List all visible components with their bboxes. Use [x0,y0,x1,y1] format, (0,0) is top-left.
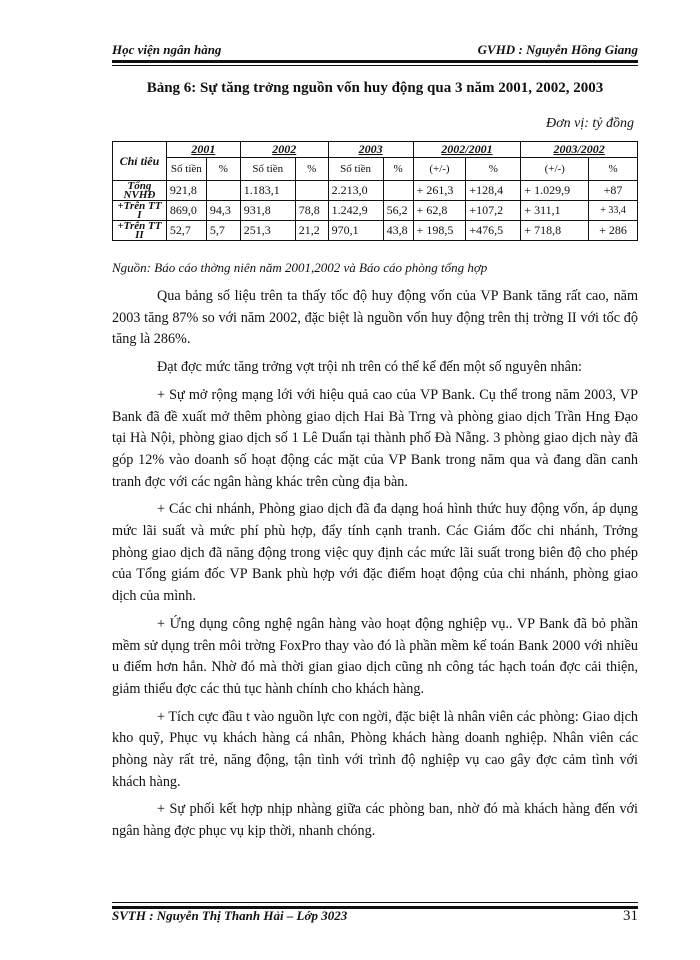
corner-cell: Chỉ tiêu [113,142,167,181]
table-cell: 5,7 [206,221,240,241]
header-left: Học viện ngân hàng [112,42,222,57]
table-cell [206,181,240,201]
table-row [113,221,638,241]
table-cell: +476,5 [466,221,521,241]
table-cell: 43,8 [383,221,413,241]
footer-rule-thin [112,902,638,903]
table-cell: + 62,8 [413,201,466,221]
table-title: Bảng 6: Sự tăng trởng nguồn vốn huy động qua 3 năm 2001, 2002, 2003 [146,80,604,96]
table-cell: +107,2 [466,201,521,221]
footer-left: SVTH : Nguyễn Thị Thanh Hải – Lớp 3023 [112,908,348,923]
table-cell: + 1.029,9 [521,181,589,201]
page-number: 31 [623,908,638,924]
table-cell: 869,0 [166,201,206,221]
paragraph: + Tích cực đầu t vào nguồn lực con ngời, đặc biệt là nhân viên các phòng: Giao dịch kho quỹ, Phục vụ khách hàng cá nhân, Phòng khách hàng doanh nghiệp. Nhân viên các phòng này rất trẻ, năng động, tận tình với trình độ nghiệp vụ cao gây đợc cảm tình với khách hàng. [112,708,638,790]
table-cell: 21,2 [295,221,328,241]
year-header: 2001 [166,142,240,158]
table-cell: 1.183,1 [240,181,295,201]
table-cell [295,181,328,201]
header-right: GVHD : Nguyễn Hồng Giang [477,42,638,57]
table-cell: + 286 [589,221,638,241]
table-cell: 921,8 [166,181,206,201]
year-header: 2002 [240,142,328,158]
paragraph: Qua bảng số liệu trên ta thấy tốc độ huy động vốn của VP Bank tăng rất cao, năm 2003 tăng 87% so với năm 2002, đặc biệt là nguồn vốn huy động trên thị trờng II với tốc độ tăng là 286%. [112,288,638,348]
sub-header: % [206,158,240,181]
table-cell: + 198,5 [413,221,466,241]
sub-header: % [466,158,521,181]
paragraph: + Sự phối kết hợp nhịp nhàng giữa các phòng ban, nhờ đó mà khách hàng đến với ngân hàng đợc phục vụ kịp thời, nhanh chóng. [112,801,638,840]
year-header: 2003/2002 [521,142,638,158]
table-cell: + 33,4 [589,201,638,221]
table-cell [383,181,413,201]
table-cell: + 311,1 [521,201,589,221]
row-label: +Trên TT II [113,221,167,241]
row-label: Tổng NVHĐ [113,181,167,201]
unit-label: Đơn vị: tỷ đồng [546,116,634,131]
table-source: Nguồn: Báo cáo thờng niên năm 2001,2002 và Báo cáo phòng tổng hợp [112,260,488,275]
sub-header: (+/-) [413,158,466,181]
table-row [113,201,638,221]
table-cell: 78,8 [295,201,328,221]
page-footer [112,908,638,928]
sub-header: Số tiền [328,158,383,181]
table-cell: 52,7 [166,221,206,241]
sub-header: % [383,158,413,181]
sub-header: (+/-) [521,158,589,181]
table-cell: +87 [589,181,638,201]
paragraph: + Sự mở rộng mạng lới với hiệu quả cao của VP Bank. Cụ thể trong năm 2003, VP Bank đã đề xuất mở thêm phòng giao dịch Hai Bà Trng và phòng giao dịch Trần Hng Đạo tại Hà Nội, phòng giao dịch số 1 Lê Duẩn tại thành phố Đà Nẵng. 3 phòng giao dịch này đã góp 12% vào doanh số hoạt động các mặt của VP Bank trong năm qua và đang dần canh tranh đợc với các ngân hàng khác trên cùng địa bàn. [112,386,638,490]
page-header [112,38,638,58]
table-cell: 251,3 [240,221,295,241]
table-cell: 931,8 [240,201,295,221]
sub-header: Số tiền [166,158,206,181]
table-cell: 1.242,9 [328,201,383,221]
sub-header: % [295,158,328,181]
table-cell: + 261,3 [413,181,466,201]
table-row [113,181,638,201]
table-cell: + 718,8 [521,221,589,241]
paragraph: + Ứng dụng công nghệ ngân hàng vào hoạt động nghiệp vụ.. VP Bank đã bỏ phần mềm sử dụng trên môi trờng FoxPro thay vào đó là phần mềm kế toán Bank 2000 với nhiều u điểm hơn hẳn. Nhờ đó mà thời gian giao dịch cũng nh công tác hạch toán đợc cải thiện, giảm thiểu đợc các thủ tục hành chính cho khách hàng. [112,615,638,697]
data-table [112,141,638,241]
header-rule [112,60,638,63]
paragraph: Đạt đợc mức tăng trởng vợt trội nh trên có thể kể đến một số nguyên nhân: [157,359,582,376]
sub-header: Số tiền [240,158,295,181]
table-cell: 2.213,0 [328,181,383,201]
year-header: 2003 [328,142,413,158]
paragraph: + Các chi nhánh, Phòng giao dịch đã đa dạng hoá hình thức huy động vốn, áp dụng mức lãi suất và mức phí phù hợp, đẩy tính cạnh tranh. Các Giám đốc chi nhánh, Trởng phòng giao dịch đã năng động trong việc quy định các mức lãi suất trong biên độ cho phép của Tổng giám đốc VP Bank phù hợp với đặc điểm hoạt động của chi nhánh, phòng giao dịch của mình. [112,501,638,605]
table-cell: 970,1 [328,221,383,241]
sub-header: % [589,158,638,181]
table-cell: 94,3 [206,201,240,221]
body-text [112,286,638,849]
header-rule-thin [112,65,638,66]
row-label: +Trên TT I [113,201,167,221]
table-cell: 56,2 [383,201,413,221]
table-cell: +128,4 [466,181,521,201]
year-header: 2002/2001 [413,142,521,158]
